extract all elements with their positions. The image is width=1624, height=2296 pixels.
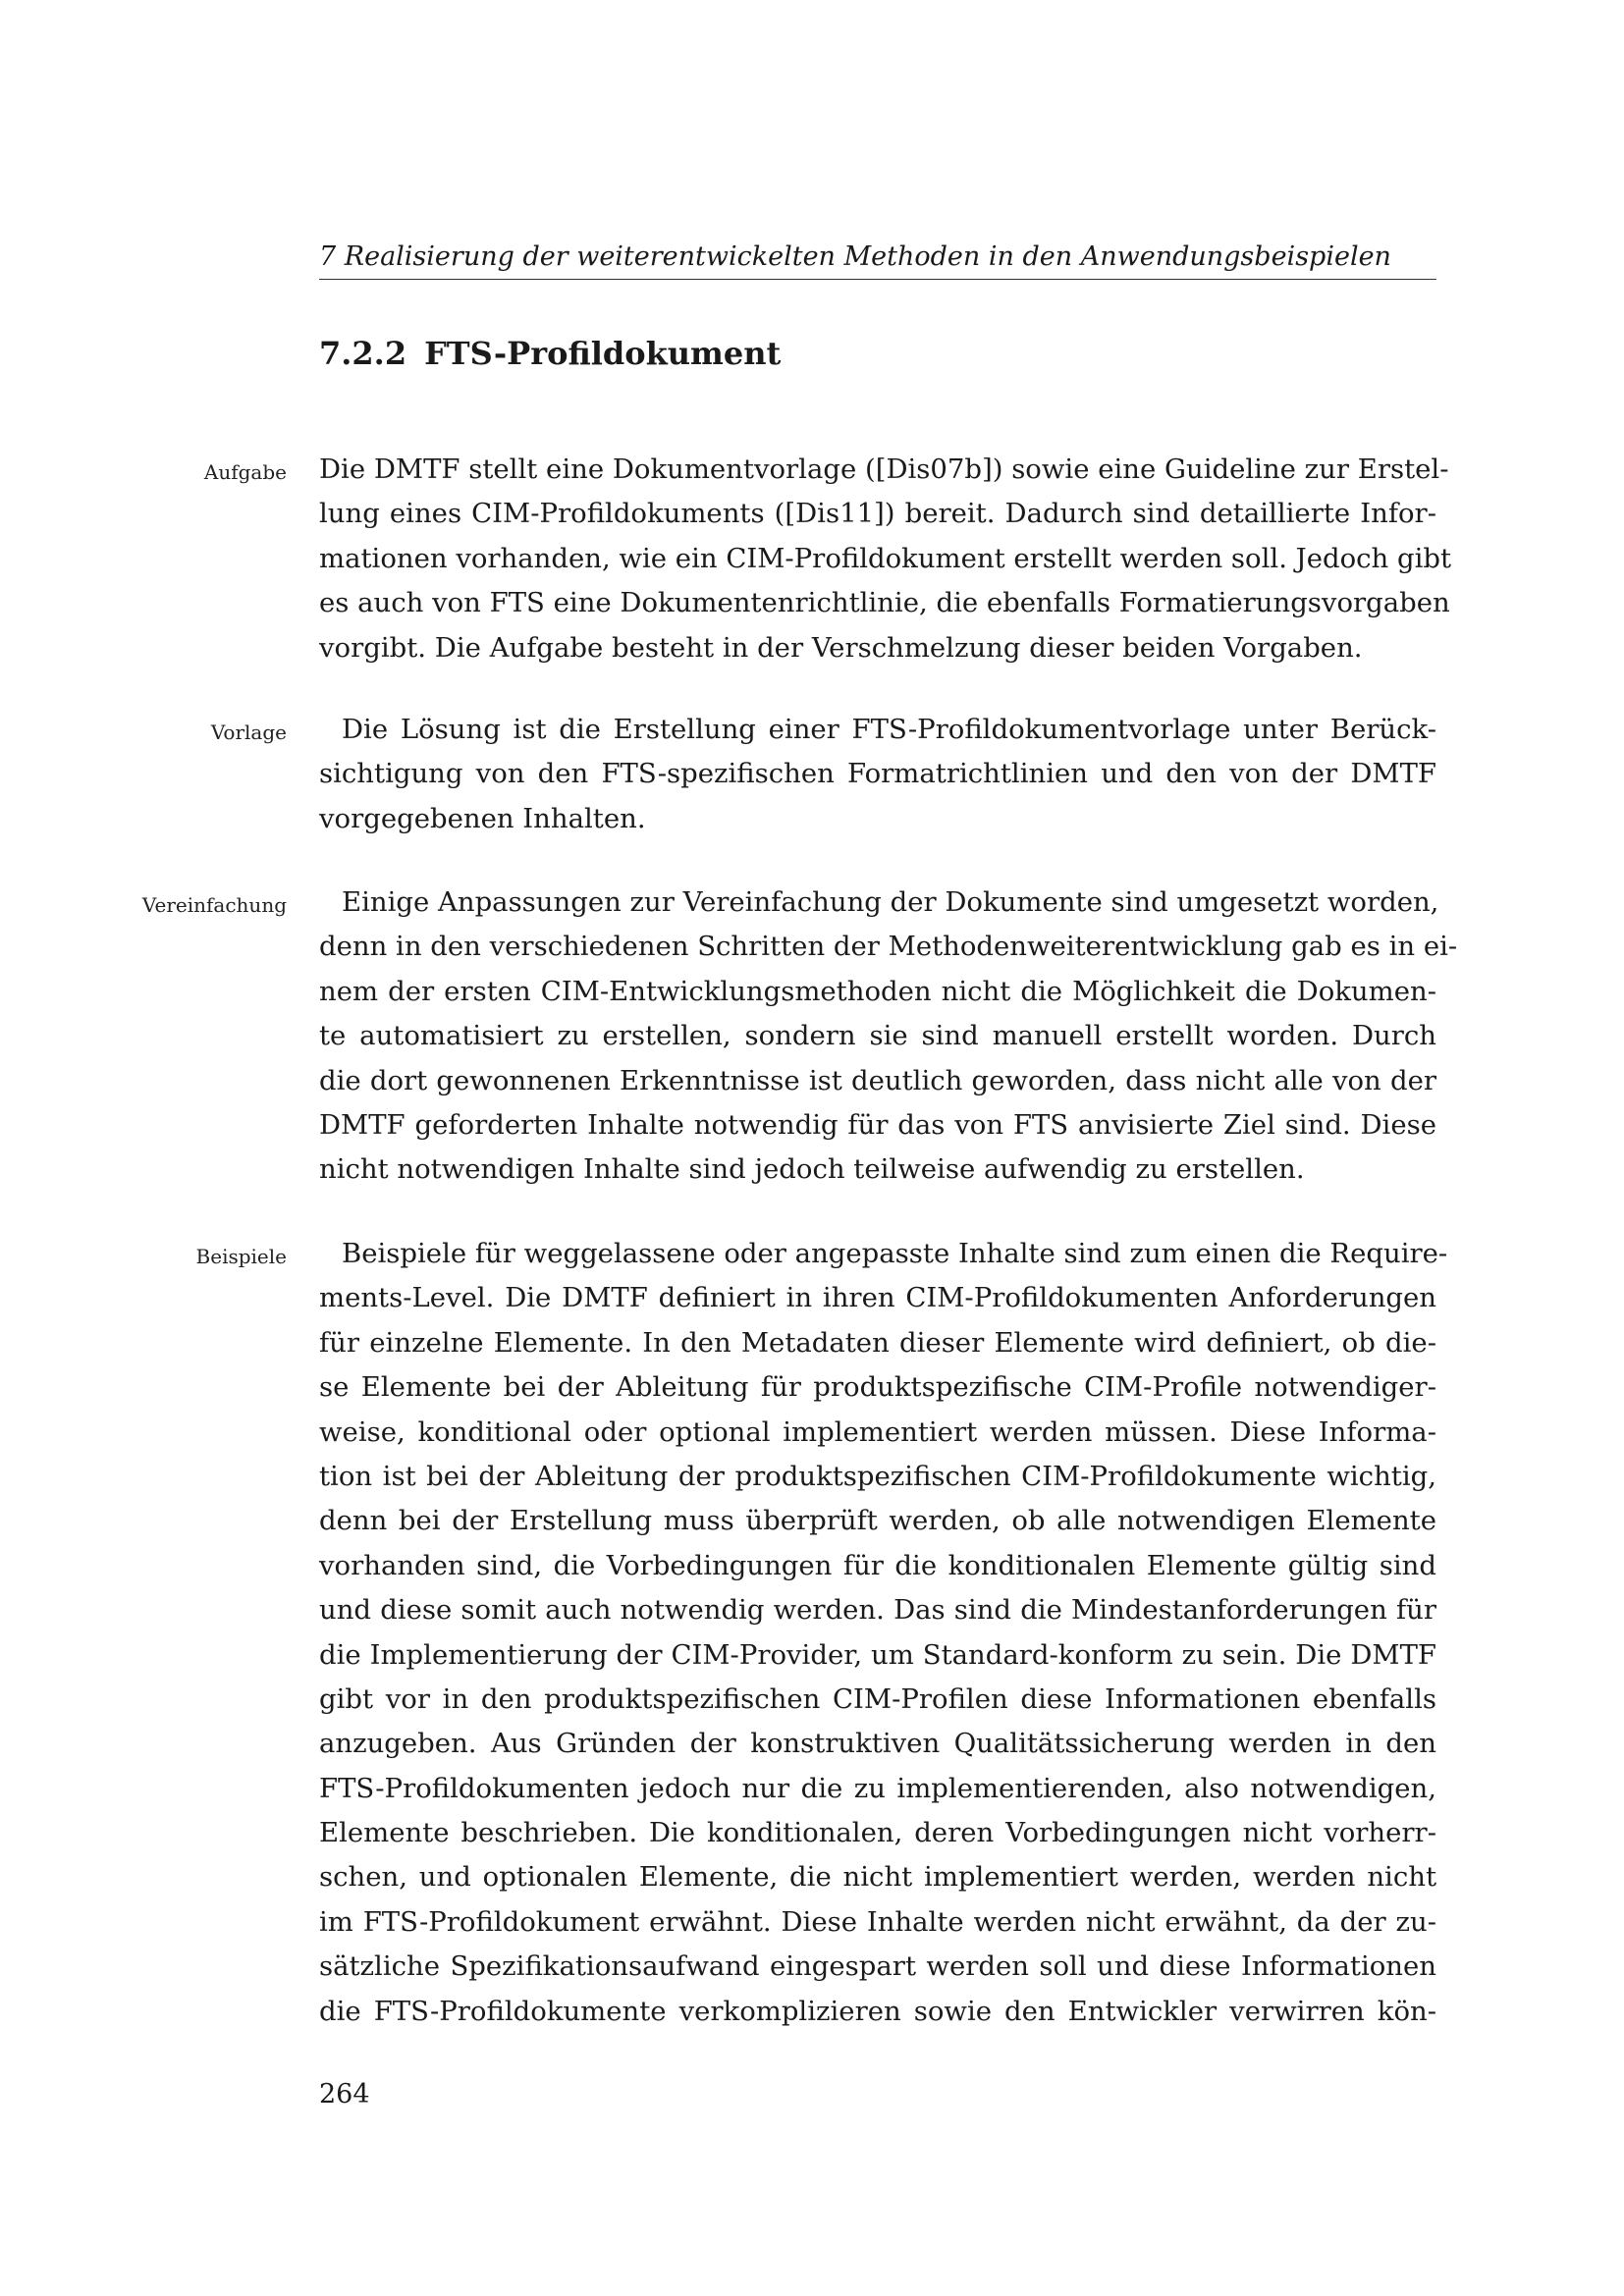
text-line: se Elemente bei der Ableitung für produktspezifische CIM-Profile notwendiger-: [319, 1371, 1436, 1404]
paragraph-vereinfachung: [319, 881, 1458, 1193]
text-line: sätzliche Spezifikationsaufwand eingespart werden soll und diese Informationen: [319, 1950, 1436, 1983]
text-line: Die Lösung ist die Erstellung einer FTS-Profildokumentvorlage unter Berück-: [342, 714, 1436, 745]
text-line: und diese somit auch notwendig werden. Das sind die Mindestanforderungen für: [319, 1594, 1436, 1627]
section-number: 7.2.2: [319, 335, 407, 372]
text-line: im FTS-Profildokument erwähnt. Diese Inhalte werden nicht erwähnt, da der zu-: [319, 1905, 1436, 1938]
text-line: Elemente beschrieben. Die konditionalen, deren Vorbedingungen nicht vorherr-: [319, 1817, 1436, 1849]
text-line: nicht notwendigen Inhalte sind jedoch teilweise aufwendig zu erstellen.: [319, 1153, 1305, 1186]
text-line: schen, und optionalen Elemente, die nicht implementiert werden, werden nicht: [319, 1861, 1436, 1894]
text-line: nem der ersten CIM-Entwicklungsmethoden nicht die Möglichkeit die Dokumen-: [319, 975, 1436, 1007]
text-line: FTS-Profildokumenten jedoch nur die zu implementierenden, also notwendigen,: [319, 1772, 1436, 1804]
text-line: für einzelne Elemente. In den Metadaten dieser Elemente wird definiert, ob die-: [319, 1326, 1436, 1359]
text-line: mationen vorhanden, wie ein CIM-Profildokument erstellt werden soll. Jedoch gibt: [319, 542, 1452, 574]
text-line: die FTS-Profildokumente verkomplizieren sowie den Entwickler verwirren kön-: [319, 1995, 1436, 2027]
text-line: tion ist bei der Ableitung der produktspezifischen CIM-Profildokumente wichtig,: [319, 1460, 1436, 1492]
margin-note-vereinfachung: Vereinfachung: [141, 893, 287, 917]
text-line: ments-Level. Die DMTF definiert in ihren CIM-Profildokumenten Anforderungen: [319, 1282, 1436, 1314]
header-rule: [319, 279, 1436, 280]
text-line: die Implementierung der CIM-Provider, um Standard-konform zu sein. Die DMTF: [319, 1638, 1436, 1671]
text-line: Beispiele für weggelassene oder angepasste Inhalte sind zum einen die Require-: [342, 1238, 1448, 1269]
text-line: denn bei der Erstellung muss überprüft werden, ob alle notwendigen Elemente: [319, 1505, 1436, 1537]
text-line: DMTF geforderten Inhalte notwendig für das von FTS anvisierte Ziel sind. Diese: [319, 1108, 1436, 1141]
text-line: vorgegebenen Inhalten.: [319, 802, 646, 834]
text-line: anzugeben. Aus Gründen der konstruktiven Qualitätssicherung werden in den: [319, 1728, 1436, 1760]
text-line: gibt vor in den produktspezifischen CIM-Profilen diese Informationen ebenfalls: [319, 1682, 1436, 1715]
text-line: te automatisiert zu erstellen, sondern sie sind manuell erstellt worden. Durch: [319, 1020, 1436, 1052]
text-line: denn in den verschiedenen Schritten der Methodenweiterentwicklung gab es in ei-: [319, 931, 1458, 963]
paragraph-vorlage: [319, 708, 1436, 841]
text-line: lung eines CIM-Profildokuments ([Dis11]) bereit. Dadurch sind detaillierte Infor-: [319, 498, 1436, 530]
page-number: 264: [319, 2079, 370, 2109]
paragraph-aufgabe: [319, 448, 1452, 670]
text-line: es auch von FTS eine Dokumentenrichtlinie, die ebenfalls Formatierungsvorgaben: [319, 587, 1450, 619]
paragraph-beispiele: [319, 1232, 1448, 2034]
margin-note-vorlage: Vorlage: [210, 721, 287, 744]
text-line: sichtigung von den FTS-spezifischen Formatrichtlinien und den von der DMTF: [319, 758, 1436, 790]
margin-note-beispiele: Beispiele: [195, 1245, 287, 1268]
running-header: 7 Realisierung der weiterentwickelten Methoden in den Anwendungsbeispielen: [319, 241, 1391, 272]
text-line: Einige Anpassungen zur Vereinfachung der Dokumente sind umgesetzt worden,: [342, 886, 1439, 918]
text-line: die dort gewonnenen Erkenntnisse ist deutlich geworden, dass nicht alle von der: [319, 1064, 1436, 1096]
text-line: vorhanden sind, die Vorbedingungen für die konditionalen Elemente gültig sind: [319, 1549, 1436, 1581]
section-title: FTS-Profildokument: [424, 335, 782, 372]
text-line: weise, konditional oder optional implementiert werden müssen. Diese Informa-: [319, 1415, 1436, 1448]
text-line: vorgibt. Die Aufgabe besteht in der Verschmelzung dieser beiden Vorgaben.: [319, 631, 1363, 664]
margin-note-aufgabe: Aufgabe: [203, 460, 287, 484]
text-line: Die DMTF stellt eine Dokumentvorlage ([Dis07b]) sowie eine Guideline zur Erstel-: [319, 454, 1449, 485]
section-heading: [319, 334, 781, 373]
